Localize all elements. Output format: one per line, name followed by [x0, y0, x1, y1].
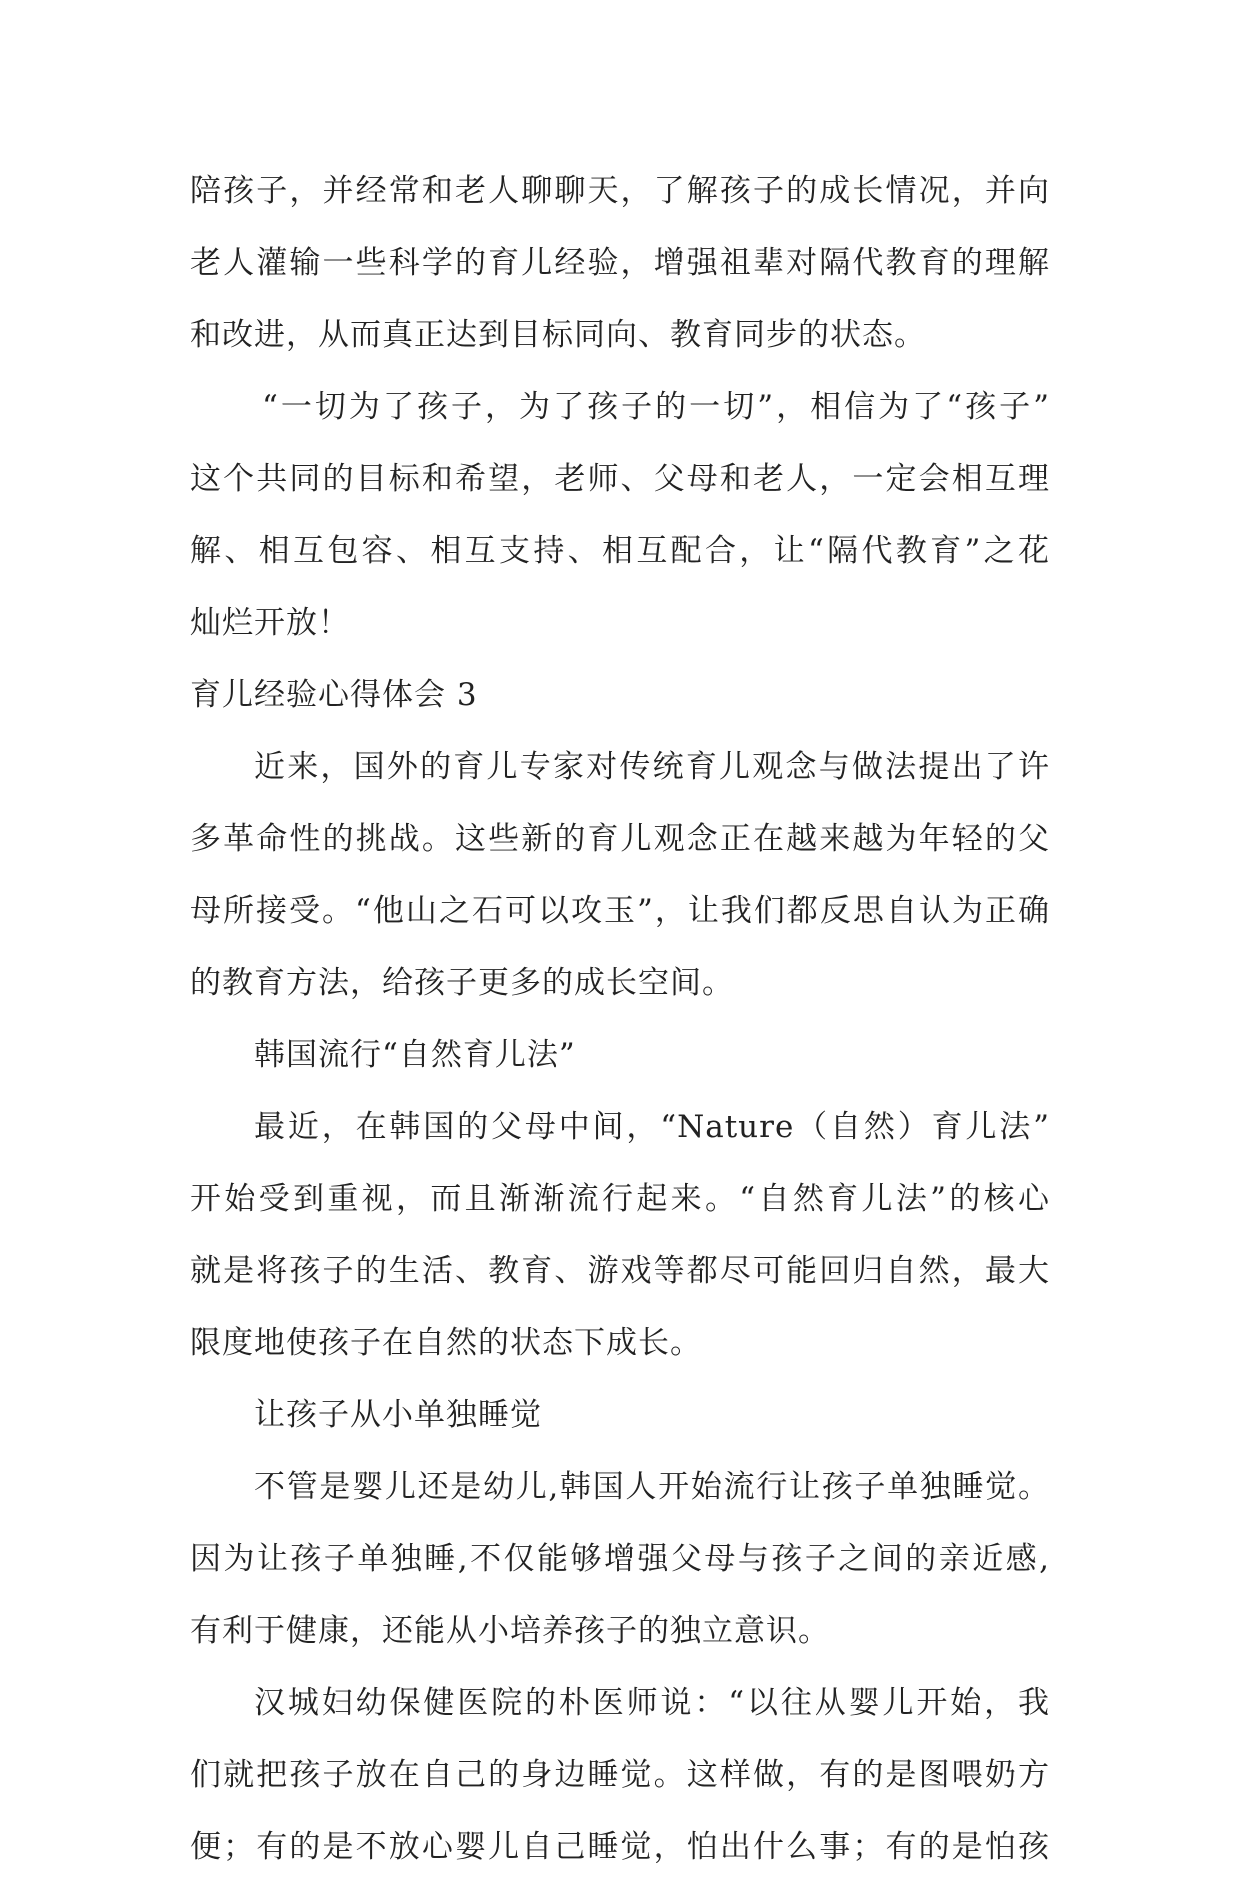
text-line: 最近，在韩国的父母中间，“Nature（自然）育儿法” — [254, 1109, 1050, 1145]
text-line: 解、相互包容、相互支持、相互配合，让“隔代教育”之花 — [190, 533, 1050, 569]
text-line: 有利于健康，还能从小培养孩子的独立意识。 — [190, 1613, 830, 1649]
text-line: “一切为了孩子，为了孩子的一切”，相信为了“孩子” — [262, 389, 1050, 425]
subheading-line: 让孩子从小单独睡觉 — [254, 1397, 542, 1433]
text-line: 多革命性的挑战。这些新的育儿观念正在越来越为年轻的父 — [190, 821, 1050, 857]
text-line: 母所接受。“他山之石可以攻玉”，让我们都反思自认为正确 — [190, 893, 1050, 929]
subheading-line: 韩国流行“自然育儿法” — [254, 1037, 576, 1073]
text-line: 就是将孩子的生活、教育、游戏等都尽可能回归自然，最大 — [190, 1253, 1050, 1289]
text-line: 近来，国外的育儿专家对传统育儿观念与做法提出了许 — [254, 749, 1050, 785]
text-line: 限度地使孩子在自然的状态下成长。 — [190, 1325, 702, 1361]
section-heading: 育儿经验心得体会 3 — [190, 677, 478, 713]
document-body — [190, 155, 1050, 1883]
text-line: 灿烂开放！ — [190, 605, 350, 641]
text-line: 们就把孩子放在自己的身边睡觉。这样做，有的是图喂奶方 — [190, 1757, 1050, 1793]
text-line: 这个共同的目标和希望，老师、父母和老人，一定会相互理 — [190, 461, 1050, 497]
text-line: 老人灌输一些科学的育儿经验，增强祖辈对隔代教育的理解 — [190, 245, 1050, 281]
text-line: 的教育方法，给孩子更多的成长空间。 — [190, 965, 734, 1001]
text-line: 汉城妇幼保健医院的朴医师说：“以往从婴儿开始，我 — [254, 1685, 1050, 1721]
text-line: 不管是婴儿还是幼儿,韩国人开始流行让孩子单独睡觉。 — [254, 1469, 1050, 1505]
text-line: 陪孩子，并经常和老人聊聊天，了解孩子的成长情况，并向 — [190, 173, 1050, 209]
text-line: 和改进，从而真正达到目标同向、教育同步的状态。 — [190, 317, 926, 353]
text-line: 便；有的是不放心婴儿自己睡觉，怕出什么事；有的是怕孩 — [190, 1829, 1050, 1865]
text-line: 因为让孩子单独睡,不仅能够增强父母与孩子之间的亲近感, — [190, 1541, 1050, 1577]
text-line: 开始受到重视，而且渐渐流行起来。“自然育儿法”的核心 — [190, 1181, 1050, 1217]
